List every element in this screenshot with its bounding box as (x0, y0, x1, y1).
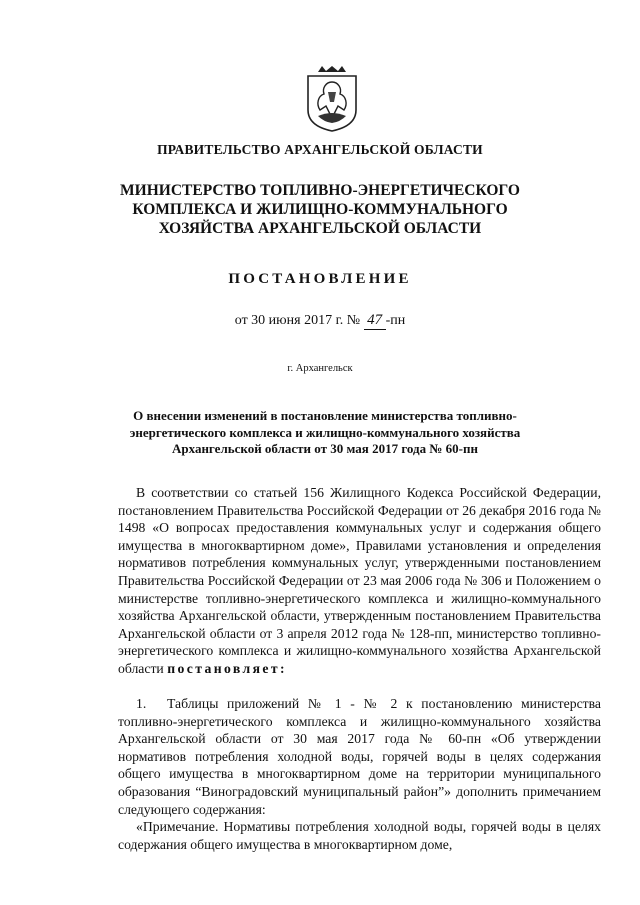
document-date-line (0, 312, 640, 330)
ministry-title-line: КОМПЛЕКСА И ЖИЛИЩНО-КОММУНАЛЬНОГО (132, 201, 508, 218)
government-title: ПРАВИТЕЛЬСТВО АРХАНГЕЛЬСКОЙ ОБЛАСТИ (157, 142, 483, 157)
document-subject (90, 408, 560, 458)
document-number-suffix: -пн (385, 313, 406, 328)
ministry-title-line: ХОЗЯЙСТВА АРХАНГЕЛЬСКОЙ ОБЛАСТИ (158, 220, 482, 237)
preamble-text: В соответствии со статьей 156 Жилищного Кодекса Российской Федерации, постановлением Правительства Российской Федерации от 26 декабря 2016 года № 1498 «О вопросах предоставления коммунальных услуг и содержания общего имущества в многоквартирном доме», Правилами установления и определения нормативов потребления коммунальных услуг, утвержденными постановлением Правительства Российской Федерации от 23 мая 2006 года № 306 и Положением о министерстве топливно-энергетического комплекса и жилищно-коммунального хозяйства Архангельской области, утвержденным постановлением Правительства Архангельской области от 3 апреля 2012 года № 128-пп, министерство топливно-энергетического комплекса и жилищно-коммунального хозяйства Архангельской области (118, 485, 601, 676)
document-type: ПОСТАНОВЛЕНИЕ (228, 271, 412, 287)
resolves-word: постановляет: (167, 660, 287, 676)
document-number: 47 (364, 312, 386, 330)
clause-text: Таблицы приложений № 1 - № 2 к постановлению министерства топливно-энергетического комплекса и жилищно-коммунального хозяйства Архангельской области от 30 мая 2017 года № 60-пн «Об утверждении нормативов потребления холодной воды, горячей воды в целях содержания общего имущества в многоквартирном доме на территории муниципального образования “Виноградовский муниципальный район”» дополнить примечанием следующего содержания: (118, 696, 601, 817)
ministry-title-line: МИНИСТЕРСТВО ТОПЛИВНО-ЭНЕРГЕТИЧЕСКОГО (120, 182, 520, 199)
subject-line: энергетического комплекса и жилищно-коммунального хозяйства (129, 424, 521, 440)
clause-1-paragraph (118, 695, 601, 818)
document-city: г. Архангельск (287, 363, 353, 374)
subject-line: О внесении изменений в постановление министерства топливно- (133, 408, 517, 423)
document-date: от 30 июня 2017 г. № (234, 313, 361, 328)
clause-number: 1. (136, 696, 147, 711)
preamble-paragraph (118, 484, 601, 678)
note-paragraph: «Примечание. Нормативы потребления холодной воды, горячей воды в целях содержания общего имущества в многоквартирном доме, (118, 819, 601, 852)
subject-line: Архангельской области от 30 мая 2017 года № 60-пн (172, 441, 478, 456)
coat-of-arms-icon (304, 66, 360, 132)
ministry-title (0, 181, 640, 238)
